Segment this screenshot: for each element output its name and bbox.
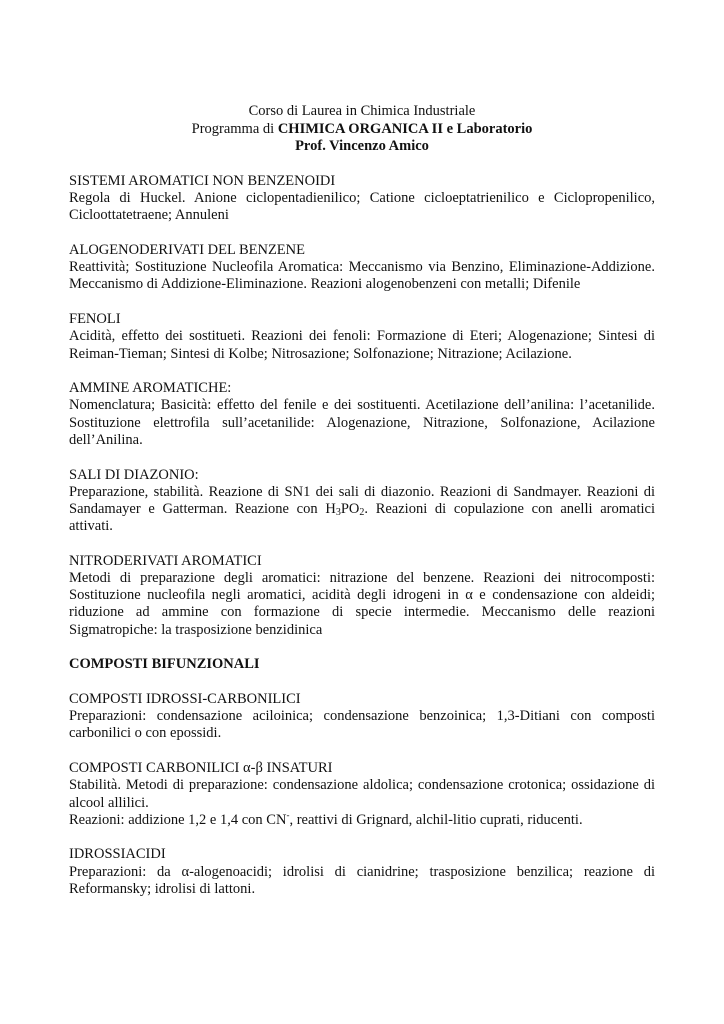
section-body: Nomenclatura; Basicità: effetto del fenile e dei sostituenti. Acetilazione dell’anilina: l’acetanilide. Sostituzione elettrofila sull’acetanilide: Alogenazione, Nitrazione, Solfonazione, Acilazione dell’Anilina. [69, 397, 655, 448]
section-idrossi-carbonilici [69, 691, 655, 743]
section-body: Acidità, effetto dei sostitueti. Reazioni dei fenoli: Formazione di Eteri; Alogenazione; Sintesi di Reiman-Tieman; Sintesi di Kolbe; Nitrosazione; Solfonazione; Nitrazione; Acilazione. [69, 328, 655, 362]
section-idrossiacidi [69, 846, 655, 898]
section-body [69, 484, 655, 536]
section-title: NITRODERIVATI AROMATICI [69, 552, 262, 569]
professor-line: Prof. Vincenzo Amico [295, 138, 429, 154]
body-text: Reazioni: addizione 1,2 e 1,4 con CN [69, 811, 287, 828]
program-line [69, 121, 655, 139]
section-body: Preparazioni: da α-alogenoacidi; idrolisi di cianidrine; trasposizione benzilica; reazione di Reformansky; idrolisi di lattoni. [69, 863, 655, 897]
formula-subscript: 2 [359, 506, 365, 518]
formula-h3po2 [325, 501, 364, 517]
section-title: COMPOSTI CARBONILICI α-β INSATURI [69, 760, 333, 777]
section-title: ALOGENODERIVATI DEL BENZENE [69, 242, 305, 259]
section-composti-bifunzionali [69, 656, 655, 673]
section-ammine-aromatiche [69, 380, 655, 449]
section-fenoli [69, 311, 655, 363]
section-carbonilici-insaturi [69, 760, 655, 829]
section-sali-diazonio [69, 467, 655, 536]
section-body: Metodi di preparazione degli aromatici: nitrazione del benzene. Reazioni dei nitrocomposti: Sostituzione nucleofila negli aromatici, acidità degli idrogeni in α e condensazione con aldeidi; riduzione ad ammine con formazione di specie intermedie. Meccanismo delle reazioni Sigmatropiche: la trasposizione benzidinica [69, 570, 655, 638]
section-title: FENOLI [69, 311, 121, 328]
superscript: - [286, 809, 290, 820]
section-title: SALI DI DIAZONIO: [69, 466, 199, 483]
formula-part: H [325, 500, 336, 517]
formula-subscript: 3 [335, 506, 341, 518]
section-body: Reattività; Sostituzione Nucleofila Aromatica: Meccanismo via Benzino, Eliminazione-Addizione. Meccanismo di Addizione-Eliminazione. Reazioni alogenobenzeni con metalli; Difenile [69, 259, 655, 293]
section-title: SISTEMI AROMATICI NON BENZENOIDI [69, 173, 336, 189]
section-sistemi-aromatici [69, 173, 655, 225]
section-alogenoderivati [69, 242, 655, 294]
section-body: Preparazioni: condensazione aciloinica; condensazione benzoinica; 1,3-Ditiani con composti carbonilici o con epossidi. [69, 708, 655, 742]
section-title: COMPOSTI BIFUNZIONALI [69, 656, 260, 673]
body-text: . Reazioni di copulazione con anelli aromatici attivati. [69, 500, 655, 535]
section-body: Regola di Huckel. Anione ciclopentadienilico; Catione cicloeptatrienilico e Ciclopropenilico, Cicloottatetraene; Annuleni [69, 190, 655, 224]
program-prefix: Programma di [191, 120, 278, 137]
section-title: COMPOSTI IDROSSI-CARBONILICI [69, 691, 301, 708]
document-header [69, 103, 655, 156]
section-body: Stabilità. Metodi di preparazione: condensazione aldolica; condensazione crotonica; ossidazione di alcool allilici. [69, 777, 655, 811]
program-name: CHIMICA ORGANICA II e Laboratorio [277, 120, 533, 137]
section-title: AMMINE AROMATICHE: [69, 380, 232, 397]
body-text: Preparazione, stabilità. Reazione di SN1 dei sali di diazonio. Reazioni di Sandmayer. Reazioni di Sandamayer e Gatterman. Reazione con [69, 483, 655, 517]
section-title: IDROSSIACIDI [69, 846, 166, 863]
document-page [69, 103, 655, 898]
section-body-reazioni [69, 809, 655, 829]
formula-part: PO [340, 500, 360, 517]
section-nitroderivati [69, 553, 655, 639]
course-line: Corso di Laurea in Chimica Industriale [248, 103, 476, 119]
body-text: , reattivi di Grignard, alchil-litio cuprati, riducenti. [289, 811, 583, 828]
